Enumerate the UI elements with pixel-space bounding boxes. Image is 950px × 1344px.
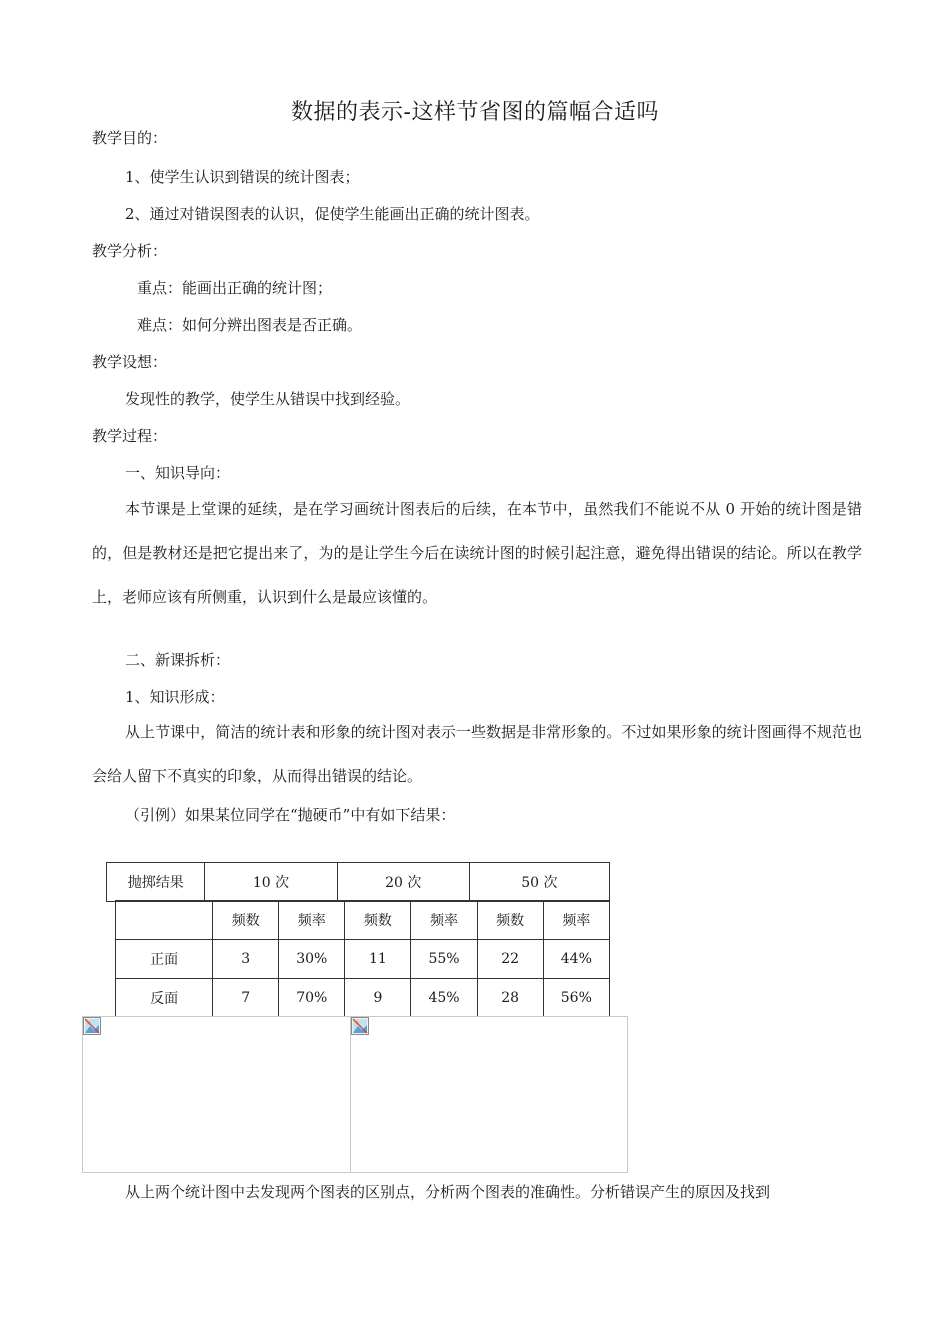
table-cell: 70%: [279, 979, 345, 1018]
table-cell: 44%: [543, 940, 609, 979]
header-50: 50 次: [469, 863, 609, 902]
header-10: 10 次: [205, 863, 337, 902]
table-cell: 28: [477, 979, 543, 1018]
document-title: 数据的表示-这样节省图的篇幅合适吗: [291, 100, 659, 125]
table-cell: 正面: [116, 940, 213, 979]
table-cell: 55%: [411, 940, 477, 979]
header-result: 抛掷结果: [107, 863, 205, 902]
intro-paragraph: 本节课是上堂课的延续，是在学习画统计图表后的后续，在本节中，虽然我们不能说不从 0 开始的统计图是错的，但是教材还是把它提出来了，为的是让学生今后在读统计图的时候引起注意，避免得出错误的结论。所以在教学上，老师应该有所侧重，认识到什么是最应该懂的。: [92, 500, 862, 606]
table-cell: 9: [345, 979, 411, 1018]
table-cell: 频数: [345, 901, 411, 940]
coin-toss-table: [115, 900, 610, 1022]
table-cell: 56%: [543, 979, 609, 1018]
table-cell: 7: [213, 979, 279, 1018]
table-subheader-row: [116, 901, 610, 940]
example-intro: （引例）如果某位同学在“抛硬币”中有如下结果：: [125, 806, 456, 824]
chart-image-right: [350, 1016, 628, 1173]
section-1-heading: 一、知识导向：: [125, 464, 231, 482]
key-point: 重点：能画出正确的统计图；: [137, 279, 333, 297]
table-row: [116, 940, 610, 979]
table-cell: 11: [345, 940, 411, 979]
formation-paragraph: 从上节课中，简洁的统计表和形象的统计图对表示一些数据是非常形象的。不过如果形象的统计图画得不规范也会给人留下不真实的印象，从而得出错误的结论。: [92, 723, 862, 785]
process-heading: 教学过程：: [92, 427, 168, 445]
objective-2: 2、通过对错误图表的认识，促使学生能画出正确的统计图表。: [125, 205, 540, 223]
section-2-heading: 二、新课拆析：: [125, 651, 231, 669]
table-row: [116, 979, 610, 1018]
chart-image-left: [82, 1016, 359, 1173]
broken-image-icon: [351, 1017, 369, 1035]
table-cell: 频数: [213, 901, 279, 940]
coin-toss-table-header: [106, 862, 610, 902]
broken-image-icon: [83, 1017, 101, 1035]
table-cell: 22: [477, 940, 543, 979]
table-cell: 频率: [411, 901, 477, 940]
table-cell: 频率: [279, 901, 345, 940]
table-cell: 频数: [477, 901, 543, 940]
analysis-heading: 教学分析：: [92, 242, 168, 260]
table-cell: [116, 901, 213, 940]
design-heading: 教学设想：: [92, 353, 168, 371]
table-cell: 45%: [411, 979, 477, 1018]
closing-paragraph: 从上两个统计图中去发现两个图表的区别点，分析两个图表的准确性。分析错误产生的原因及找到: [125, 1183, 771, 1201]
objective-1: 1、使学生认识到错误的统计图表；: [125, 168, 360, 186]
table-cell: 反面: [116, 979, 213, 1018]
objectives-heading: 教学目的：: [92, 129, 168, 147]
design-text: 发现性的教学，使学生从错误中找到经验。: [125, 390, 411, 408]
table-cell: 频率: [543, 901, 609, 940]
header-20: 20 次: [337, 863, 469, 902]
difficulty-point: 难点：如何分辨出图表是否正确。: [137, 316, 363, 334]
table-cell: 30%: [279, 940, 345, 979]
subsection-1-heading: 1、知识形成：: [125, 688, 225, 706]
table-cell: 3: [213, 940, 279, 979]
